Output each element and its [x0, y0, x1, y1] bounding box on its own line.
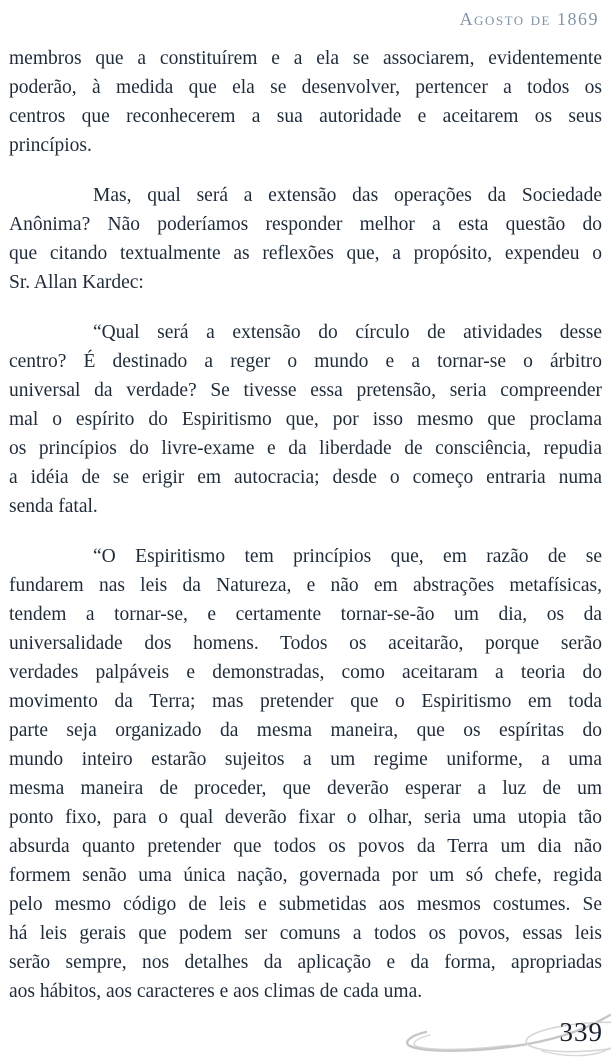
text-line: aos hábitos, aos caracteres e aos climas de cada uma. [9, 981, 423, 1002]
text-line: que citando textualmente as reflexões que, a propósito, expendeu o [9, 243, 602, 264]
text-line: senda fatal. [9, 496, 98, 517]
text-line: tendem a tornar-se, e certamente tornar-se-ão um dia, os da [9, 604, 602, 625]
text-line: centros que reconhecerem a sua autoridade e aceitarem os seus [9, 106, 602, 127]
text-line: verdades palpáveis e demonstradas, como aceitaram a teoria do [9, 662, 602, 683]
text-line: Mas, qual será a extensão das operações da Sociedade [93, 185, 602, 206]
text-line: mundo inteiro estarão sujeitos a um regime uniforme, a uma [9, 749, 602, 770]
text-line: mesma maneira de proceder, que deverão esperar a luz de um [9, 778, 602, 799]
text-line: formem senão uma única nação, governada por um só chefe, regida [9, 865, 602, 886]
text-line: princípios. [9, 135, 92, 156]
text-line: “Qual será a extensão do círculo de atividades desse [93, 322, 602, 343]
text-line: Anônima? Não poderíamos responder melhor a esta questão do [9, 214, 602, 235]
paragraph [9, 318, 602, 521]
text-line: fundarem nas leis da Natureza, e não em abstrações metafísicas, [9, 575, 602, 596]
text-line: serão sempre, nos detalhes da aplicação e da forma, apropriadas [9, 952, 602, 973]
page-body [9, 44, 602, 1006]
text-line: movimento da Terra; mas pretender que o Espiritismo em toda [9, 691, 602, 712]
text-line: ponto fixo, para o qual deverão fixar o olhar, seria uma utopia tão [9, 807, 602, 828]
text-line: universal da verdade? Se tivesse essa pretensão, seria compreender [9, 380, 602, 401]
page-number: 339 [559, 1017, 603, 1047]
paragraph [9, 542, 602, 1006]
text-line: Sr. Allan Kardec: [9, 272, 144, 293]
text-line: a idéia de se erigir em autocracia; desde o começo entraria numa [9, 467, 602, 488]
text-line: há leis gerais que podem ser comuns a todos os povos, essas leis [9, 923, 602, 944]
paragraph [9, 44, 602, 160]
text-line: pelo mesmo código de leis e submetidas aos mesmos costumes. Se [9, 894, 602, 915]
text-line: os princípios do livre-exame e da liberdade de consciência, repudia [9, 438, 602, 459]
text-line: poderão, à medida que ela se desenvolver, pertencer a todos os [9, 77, 602, 98]
text-line: membros que a constituírem e a ela se associarem, evidentemente [9, 48, 602, 69]
text-line: absurda quanto pretender que todos os povos da Terra um dia não [9, 836, 602, 857]
text-line: mal o espírito do Espiritismo que, por isso mesmo que proclama [9, 409, 602, 430]
text-line: universalidade dos homens. Todos os aceitarão, porque serão [9, 633, 602, 654]
text-line: parte seja organizado da mesma maneira, que os espíritas do [9, 720, 602, 741]
running-header: Agosto de 1869 [459, 9, 599, 29]
paragraph [9, 181, 602, 297]
text-line: centro? É destinado a reger o mundo e a tornar-se o árbitro [9, 351, 602, 372]
text-line: “O Espiritismo tem princípios que, em razão de se [93, 546, 602, 567]
